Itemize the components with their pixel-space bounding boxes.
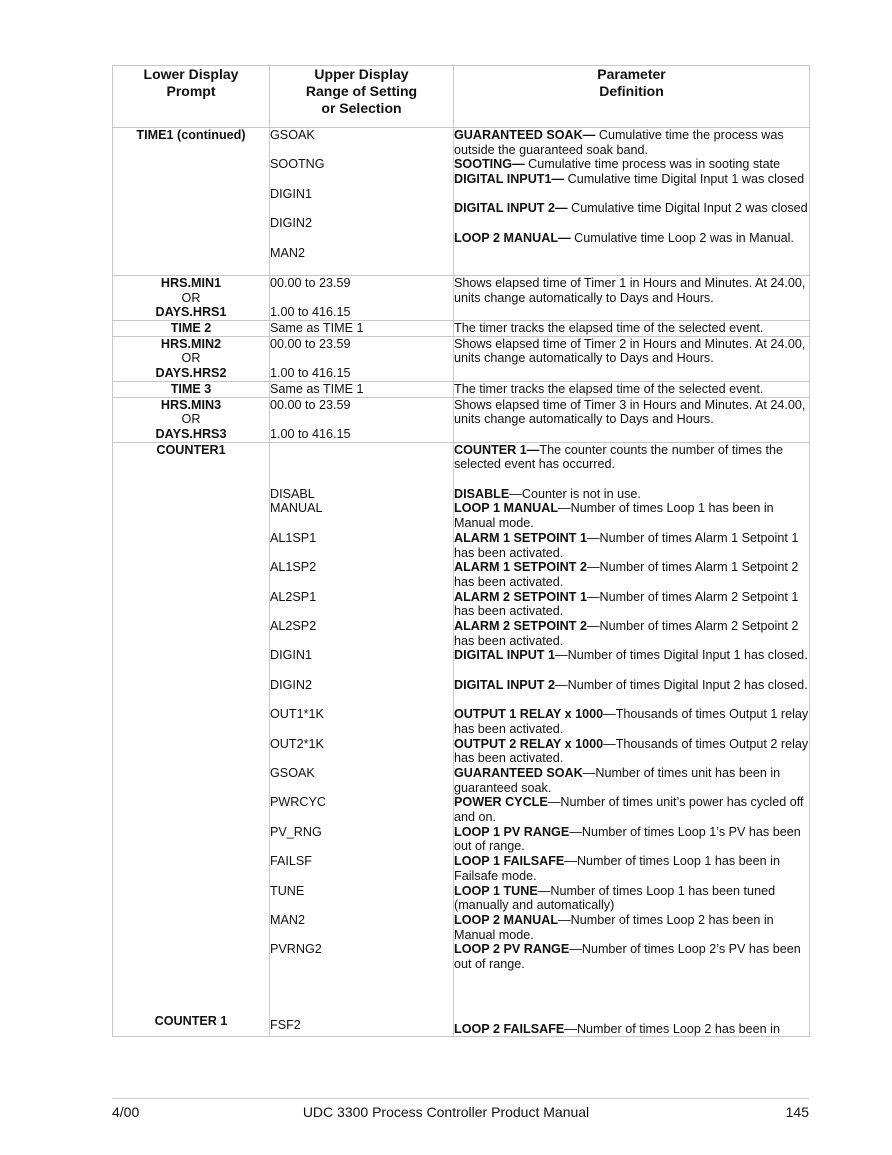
prompt-cell: [113, 321, 270, 337]
range-value: 1.00 to 416.15: [270, 305, 351, 320]
definition-text: [454, 487, 809, 502]
definition-body: Cumulative time Digital Input 1 was closed: [564, 172, 805, 187]
definition-text: [454, 443, 809, 472]
prompt-cell: [113, 275, 270, 320]
header-parameter-definition: [454, 66, 810, 128]
range-value: MAN2: [270, 912, 305, 927]
prompt-label: COUNTER1: [156, 442, 226, 457]
definition-text: [454, 560, 809, 589]
prompt-label: HRS.MIN2: [160, 336, 222, 351]
range-value: 00.00 to 23.59: [270, 397, 351, 412]
definition-term: LOOP 2 PV RANGE: [454, 942, 570, 957]
range-cell: [270, 442, 454, 1037]
range-value: AL1SP1: [270, 530, 317, 545]
range-value: DIGIN2: [270, 216, 312, 231]
header-text: Definition: [599, 83, 664, 99]
definition-text: [454, 531, 809, 560]
definition-body: —Number of times unit’s power has cycled off and on.: [454, 795, 804, 825]
definition-text: The timer tracks the elapsed time of the selected event.: [454, 321, 764, 336]
definition-body: The counter counts the number of times the selected event has occurred.: [454, 442, 783, 472]
range-cell: [270, 275, 454, 320]
prompt-cell: [113, 381, 270, 397]
definition-text: [454, 128, 809, 157]
range-cell: [270, 397, 454, 442]
header-text: Range of Setting: [305, 83, 418, 99]
definition-term: LOOP 2 MANUAL: [454, 912, 559, 927]
definition-body: —Number of times Alarm 1 Setpoint 2 has been activated.: [454, 560, 799, 589]
range-value: 00.00 to 23.59: [270, 336, 351, 351]
range-value: AL2SP2: [270, 619, 317, 634]
definition-cell: [454, 381, 810, 397]
footer-date: 4/00: [112, 1104, 140, 1120]
prompt-label: DAYS.HRS2: [155, 366, 227, 381]
definition-body: —Thousands of times Output 1 relay has been activated.: [454, 707, 809, 736]
prompt-cell: [113, 128, 270, 276]
table-header-row: [113, 66, 810, 128]
definition-cell: [454, 442, 810, 1037]
definition-text: [454, 766, 809, 795]
definition-body: —Number of times Alarm 2 Setpoint 1 has been activated.: [454, 589, 799, 619]
definition-text: [454, 737, 809, 766]
definition-body: —Number of times unit has been in guaranteed soak.: [454, 765, 781, 795]
definition-text: [454, 942, 809, 971]
definition-body: —Number of times Loop 1 has been in Failsafe mode.: [454, 854, 780, 883]
definition-body: —Number of times Loop 1 has been in Manual mode.: [454, 501, 774, 531]
range-value: GSOAK: [270, 765, 315, 780]
prompt-label: DAYS.HRS1: [155, 305, 227, 320]
definition-text: [454, 590, 809, 619]
definition-term: GUARANTEED SOAK—: [454, 128, 596, 142]
range-value: PVRNG2: [270, 942, 322, 957]
definition-text: [454, 795, 809, 824]
header-text: Prompt: [166, 83, 216, 99]
definition-text: [454, 678, 809, 707]
definition-text: Shows elapsed time of Timer 1 in Hours and Minutes. At 24.00, units change automatically to Days and Hours.: [454, 275, 806, 305]
table-row-hrs-min2: [113, 336, 810, 381]
prompt-label: TIME 2: [170, 321, 212, 336]
range-value: 1.00 to 416.15: [270, 426, 351, 441]
definition-term: ALARM 1 SETPOINT 1: [454, 530, 587, 545]
range-value: DISABL: [270, 486, 315, 501]
definition-term: OUTPUT 2 RELAY x 1000: [454, 736, 604, 751]
definition-cell: [454, 336, 810, 381]
definition-term: LOOP 1 TUNE: [454, 883, 538, 898]
prompt-cell: [113, 336, 270, 381]
definition-body: Cumulative time process was in sooting state: [524, 157, 781, 172]
definition-term: DIGITAL INPUT 2—: [454, 201, 568, 216]
definition-term: GUARANTEED SOAK: [454, 765, 583, 780]
definition-term: POWER CYCLE: [454, 795, 548, 810]
range-value: PV_RNG: [270, 824, 322, 839]
header-text: Parameter: [597, 66, 666, 82]
range-value: 1.00 to 416.15: [270, 366, 351, 381]
definition-body: —Number of times Loop 2 has been in: [564, 1021, 780, 1036]
range-cell: [270, 128, 454, 276]
definition-term: OUTPUT 1 RELAY x 1000: [454, 707, 604, 722]
range-value: PWRCYC: [270, 795, 326, 810]
definition-text: [454, 172, 809, 201]
prompt-or: OR: [181, 290, 201, 305]
footer-page-number: 145: [785, 1104, 809, 1120]
definition-body: Cumulative time Digital Input 2 was closed: [567, 201, 808, 216]
range-value: Same as TIME 1: [270, 321, 364, 336]
range-cell: [270, 381, 454, 397]
prompt-label: HRS.MIN3: [160, 397, 222, 412]
prompt-label: DAYS.HRS3: [155, 426, 227, 441]
range-value: SOOTNG: [270, 157, 325, 172]
range-value: AL2SP1: [270, 589, 317, 604]
definition-body: —Number of times Digital Input 1 has closed.: [555, 648, 808, 663]
definition-body: Cumulative time the process was outside the guaranteed soak band.: [454, 128, 784, 157]
range-value: Same as TIME 1: [270, 381, 364, 396]
range-cell: [270, 336, 454, 381]
prompt-label: TIME 3: [170, 381, 212, 396]
definition-term: LOOP 1 MANUAL: [454, 501, 559, 516]
range-value: TUNE: [270, 883, 305, 898]
table-row-time3: [113, 381, 810, 397]
prompt-label: COUNTER 1: [154, 1013, 228, 1028]
definition-text: [454, 1022, 809, 1037]
definition-term: LOOP 2 MANUAL—: [454, 230, 571, 245]
header-lower-display-prompt: [113, 66, 270, 128]
definition-text: [454, 648, 809, 677]
range-value: 00.00 to 23.59: [270, 275, 351, 290]
definition-text: [454, 619, 809, 648]
definition-body: —Thousands of times Output 2 relay has been activated.: [454, 736, 809, 766]
header-text: Lower Display: [143, 66, 239, 82]
definition-body: —Number of times Loop 2 has been in Manual mode.: [454, 912, 774, 942]
range-value: DIGIN2: [270, 677, 312, 692]
table-row-hrs-min1: [113, 275, 810, 320]
definition-term: LOOP 1 PV RANGE: [454, 824, 570, 839]
header-text: Upper Display: [314, 66, 409, 82]
range-value: OUT2*1K: [270, 736, 324, 751]
definition-text: [454, 501, 809, 530]
table-row-time1: [113, 128, 810, 276]
definition-text: [454, 231, 809, 260]
definition-text: Shows elapsed time of Timer 2 in Hours and Minutes. At 24.00, units change automatically to Days and Hours.: [454, 336, 806, 366]
range-value: DIGIN1: [270, 648, 312, 663]
definition-text: [454, 201, 809, 230]
definition-term: ALARM 2 SETPOINT 2: [454, 619, 587, 634]
range-value: FAILSF: [270, 854, 312, 869]
definition-body: —Number of times Loop 1’s PV has been out of range.: [454, 824, 801, 854]
definition-term: ALARM 1 SETPOINT 2: [454, 560, 587, 575]
definition-body: Cumulative time Loop 2 was in Manual.: [570, 230, 794, 245]
definition-term: DISABLE: [454, 486, 510, 501]
prompt-cell: [113, 442, 270, 1037]
definition-text: [454, 157, 809, 172]
definition-cell: [454, 128, 810, 276]
definition-text: [454, 884, 809, 913]
definition-body: —Number of times Alarm 1 Setpoint 1 has been activated.: [454, 530, 799, 560]
range-value: GSOAK: [270, 128, 315, 142]
definition-cell: [454, 321, 810, 337]
definition-text: [454, 707, 809, 736]
footer-divider: [112, 1098, 809, 1099]
table-row-hrs-min3: [113, 397, 810, 442]
definition-text: Shows elapsed time of Timer 3 in Hours and Minutes. At 24.00, units change automatically to Days and Hours.: [454, 397, 806, 427]
definition-body: —Number of times Loop 2’s PV has been out of range.: [454, 942, 801, 972]
definition-body: —Counter is not in use.: [509, 486, 641, 501]
prompt-cell: [113, 397, 270, 442]
header-upper-display-range: [270, 66, 454, 128]
prompt-or: OR: [181, 412, 201, 427]
definition-cell: [454, 397, 810, 442]
definition-term: LOOP 1 FAILSAFE: [454, 854, 565, 869]
range-value: MAN2: [270, 245, 305, 260]
definition-body: —Number of times Loop 1 has been tuned (manually and automatically): [454, 883, 776, 913]
range-value: DIGIN1: [270, 186, 312, 201]
range-value: FSF2: [270, 1017, 301, 1032]
definition-term: LOOP 2 FAILSAFE: [454, 1021, 565, 1036]
prompt-label: TIME1 (continued): [136, 128, 246, 142]
range-value: OUT1*1K: [270, 707, 324, 722]
definition-term: ALARM 2 SETPOINT 1: [454, 589, 587, 604]
range-value: AL1SP2: [270, 560, 317, 575]
range-value: MANUAL: [270, 501, 323, 516]
range-cell: [270, 321, 454, 337]
definition-text: [454, 913, 809, 942]
definition-term: DIGITAL INPUT 1: [454, 648, 555, 663]
table-row-counter1: [113, 442, 810, 1037]
definition-body: —Number of times Digital Input 2 has closed.: [555, 677, 808, 692]
definition-term: SOOTING—: [454, 157, 525, 172]
definition-term: COUNTER 1—: [454, 442, 540, 457]
definition-text: [454, 854, 809, 883]
definition-text: [454, 825, 809, 854]
table-row-time2: [113, 321, 810, 337]
header-text: or Selection: [321, 100, 402, 116]
parameter-table: [112, 65, 810, 1037]
prompt-or: OR: [181, 351, 201, 366]
prompt-label: HRS.MIN1: [160, 275, 222, 290]
definition-term: DIGITAL INPUT 2: [454, 677, 555, 692]
definition-term: DIGITAL INPUT1—: [454, 172, 565, 187]
footer-manual-title: UDC 3300 Process Controller Product Manual: [302, 1104, 590, 1120]
definition-text: The timer tracks the elapsed time of the selected event.: [454, 381, 764, 396]
definition-body: —Number of times Alarm 2 Setpoint 2 has been activated.: [454, 619, 799, 648]
definition-cell: [454, 275, 810, 320]
